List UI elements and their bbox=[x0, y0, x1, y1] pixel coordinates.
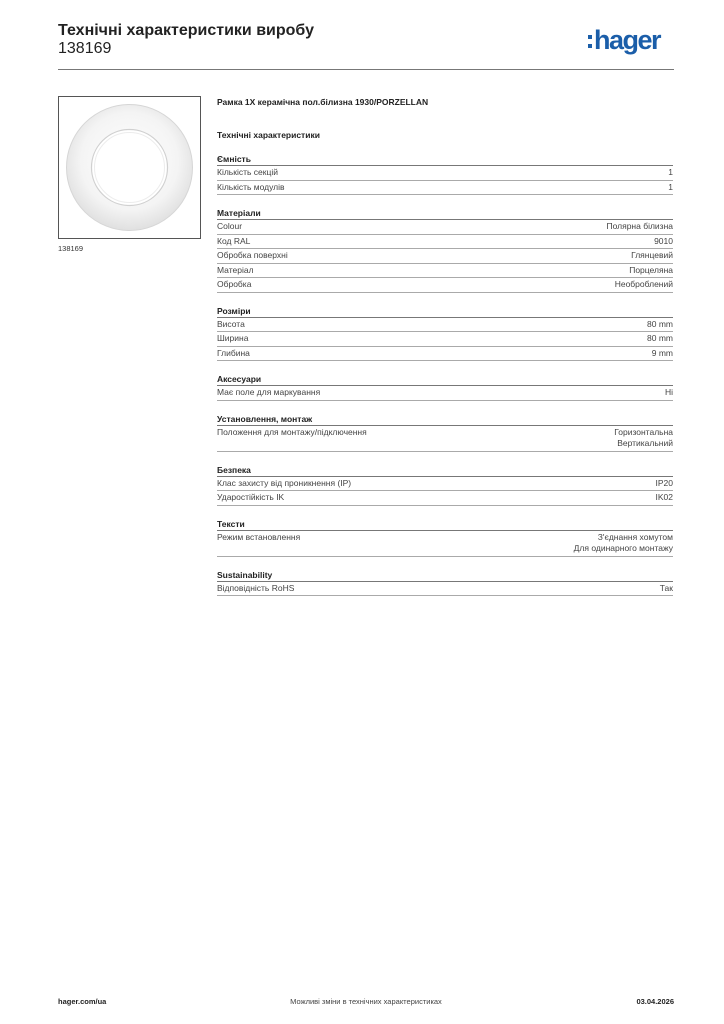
spec-row bbox=[217, 491, 673, 506]
spec-row bbox=[217, 181, 673, 196]
tech-heading: Технічні характеристики bbox=[217, 130, 320, 140]
spec-value: Порцеляна bbox=[629, 264, 673, 275]
footer-website-link[interactable]: hager.com/ua bbox=[58, 997, 107, 1006]
spec-row bbox=[217, 220, 673, 235]
spec-group-installation bbox=[217, 413, 673, 452]
spec-row bbox=[217, 426, 673, 452]
spec-value: Для одинарного монтажу bbox=[573, 543, 673, 553]
spec-row bbox=[217, 477, 673, 492]
spec-label: Має поле для маркування bbox=[217, 387, 321, 397]
group-title: Матеріали bbox=[217, 207, 673, 220]
spec-value: 1 bbox=[668, 167, 673, 177]
group-title: Установлення, монтаж bbox=[217, 413, 673, 426]
spec-value: Необроблений bbox=[614, 279, 673, 289]
spec-label: Код RAL bbox=[217, 235, 251, 246]
logo-text: hager bbox=[594, 25, 661, 55]
product-code: 138169 bbox=[58, 40, 112, 57]
spec-label: Кількість секцій bbox=[217, 167, 278, 177]
spec-label: Положення для монтажу/підключення bbox=[217, 426, 367, 437]
spec-label: Ударостійкість IK bbox=[217, 492, 285, 502]
spec-label: Обробка bbox=[217, 279, 252, 289]
spec-row bbox=[217, 264, 673, 279]
spec-label: Кількість модулів bbox=[217, 181, 285, 192]
spec-row bbox=[217, 386, 673, 401]
spec-label: Матеріал bbox=[217, 264, 254, 275]
spec-group-texts bbox=[217, 518, 673, 557]
spec-value: IK02 bbox=[655, 492, 673, 502]
spec-value: З'єднання хомутом bbox=[597, 531, 673, 542]
spec-label: Глибина bbox=[217, 347, 250, 358]
page-title: Технічні характеристики виробу bbox=[58, 22, 314, 39]
spec-value: Ні bbox=[664, 387, 673, 397]
spec-label: Клас захисту від проникнення (IP) bbox=[217, 477, 352, 488]
spec-value: Вертикальний bbox=[617, 438, 673, 448]
product-title: Рамка 1Х керамічна пол.білизна 1930/PORZELLAN bbox=[217, 97, 429, 107]
spec-value: Полярна білизна bbox=[606, 221, 673, 231]
spec-row bbox=[217, 347, 673, 362]
page-header bbox=[58, 20, 674, 68]
group-title: Розміри bbox=[217, 305, 673, 318]
spec-content bbox=[217, 96, 673, 596]
image-caption: 138169 bbox=[58, 244, 84, 253]
spec-label: Ширина bbox=[217, 333, 249, 343]
spec-row bbox=[217, 531, 673, 557]
group-title: Sustainability bbox=[217, 569, 673, 582]
spec-value: 80 mm bbox=[647, 333, 673, 343]
spec-label: Обробка поверхні bbox=[217, 250, 288, 260]
spec-value: IP20 bbox=[655, 477, 673, 488]
spec-group-dimensions bbox=[217, 305, 673, 362]
hager-logo bbox=[584, 27, 674, 59]
spec-row bbox=[217, 249, 673, 264]
spec-label: Висота bbox=[217, 318, 245, 329]
spec-group-accessories bbox=[217, 373, 673, 401]
spec-label: Colour bbox=[217, 221, 243, 231]
page-footer bbox=[58, 997, 674, 1009]
spec-value: Так bbox=[659, 582, 673, 593]
header-divider bbox=[58, 69, 674, 70]
spec-row bbox=[217, 318, 673, 333]
spec-group-capacity bbox=[217, 153, 673, 195]
spec-row bbox=[217, 582, 673, 597]
ring-frame-icon bbox=[59, 97, 200, 238]
spec-value: 1 bbox=[668, 181, 673, 192]
spec-row bbox=[217, 166, 673, 181]
footer-date: 03.04.2026 bbox=[636, 997, 674, 1006]
spec-label: Режим встановлення bbox=[217, 531, 301, 542]
spec-label: Відповідність RoHS bbox=[217, 582, 295, 593]
group-title: Тексти bbox=[217, 518, 673, 531]
spec-value: Горизонтальна bbox=[614, 426, 673, 437]
spec-value-multi bbox=[614, 427, 673, 450]
group-title: Безпека bbox=[217, 464, 673, 477]
spec-group-safety bbox=[217, 464, 673, 506]
spec-group-materials bbox=[217, 207, 673, 293]
group-title: Аксесуари bbox=[217, 373, 673, 386]
logo-dot-icon bbox=[588, 44, 592, 48]
spec-value-multi bbox=[574, 532, 673, 555]
logo-dot-icon bbox=[588, 35, 592, 39]
spec-row bbox=[217, 235, 673, 250]
product-image bbox=[58, 96, 201, 239]
spec-value: 80 mm bbox=[647, 318, 673, 329]
spec-value: Глянцевий bbox=[631, 250, 673, 260]
spec-row bbox=[217, 278, 673, 293]
group-title: Ємність bbox=[217, 153, 673, 166]
spec-group-sustainability bbox=[217, 569, 673, 597]
spec-value: 9 mm bbox=[651, 347, 673, 358]
spec-value: 9010 bbox=[654, 235, 673, 246]
footer-notice: Можливі зміни в технічних характеристиках bbox=[290, 997, 442, 1006]
spec-row bbox=[217, 332, 673, 347]
